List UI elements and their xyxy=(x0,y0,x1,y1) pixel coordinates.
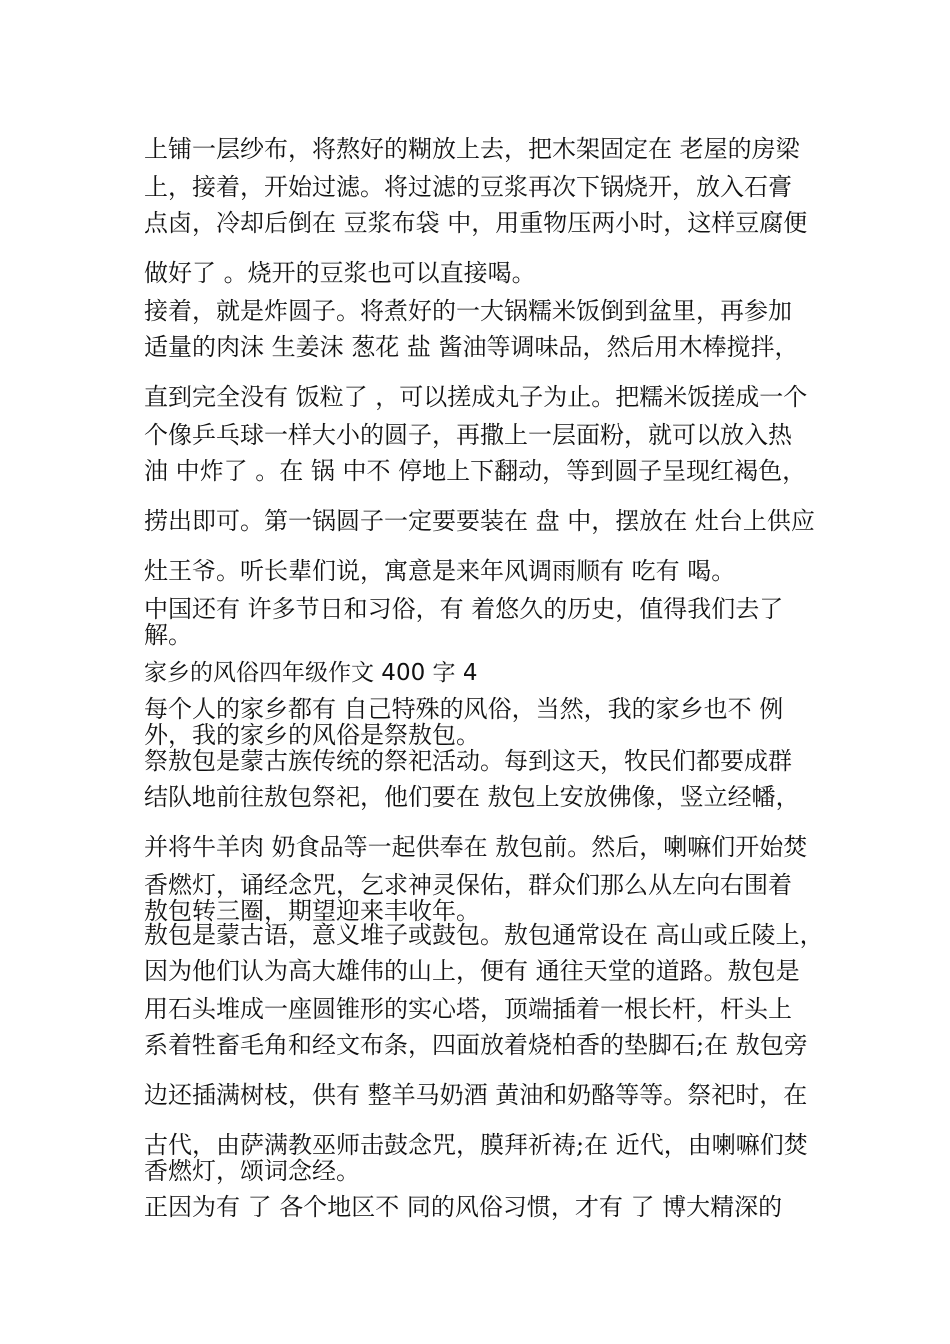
text-line: 接着，就是炸圆子。将煮好的一大锅糯米饭倒到盆里，再参加 xyxy=(144,297,792,325)
text-line: 中国还有 许多节日和习俗，有 着悠久的历史，值得我们去了 xyxy=(144,595,784,623)
text-line: 油 中炸了 。在 锅 中不 停地上下翻动，等到圆子呈现红褐色， xyxy=(144,457,807,485)
text-line: 适量的肉沫 生姜沫 葱花 盐 酱油等调味品，然后用木棒搅拌， xyxy=(144,333,799,361)
text-line: 并将牛羊肉 奶食品等一起供奉在 敖包前。然后，喇嘛们开始焚 xyxy=(144,833,808,861)
text-line: 因为他们认为高大雄伟的山上，便有 通往天堂的道路。敖包是 xyxy=(144,957,800,985)
text-line: 直到完全没有 饭粒了 ，可以搓成丸子为止。把糯米饭搓成一个 xyxy=(144,383,808,411)
text-line: 解。 xyxy=(144,621,192,649)
text-line: 做好了 。烧开的豆浆也可以直接喝。 xyxy=(144,259,536,287)
text-line: 每个人的家乡都有 自己特殊的风俗，当然，我的家乡也不 例 xyxy=(144,695,784,723)
text-line: 正因为有 了 各个地区不 同的风俗习惯，才有 了 博大精深的 xyxy=(144,1193,783,1221)
text-line: 上铺一层纱布，将熬好的糊放上去，把木架固定在 老屋的房梁 xyxy=(144,135,800,163)
text-line: 祭敖包是蒙古族传统的祭祀活动。每到这天，牧民们都要成群 xyxy=(144,747,792,775)
text-line: 灶王爷。听长辈们说，寓意是来年风调雨顺有 吃有 喝。 xyxy=(144,557,736,585)
text-line: 个像乒乓球一样大小的圆子，再撒上一层面粉，就可以放入热 xyxy=(144,421,792,449)
text-line: 系着牲畜毛角和经文布条，四面放着烧柏香的垫脚石;在 敖包旁 xyxy=(144,1031,808,1059)
section-heading: 家乡的风俗四年级作文 400 字 4 xyxy=(144,660,478,686)
text-line: 敖包是蒙古语，意义堆子或鼓包。敖包通常设在 高山或丘陵上， xyxy=(144,921,824,949)
text-line: 用石头堆成一座圆锥形的实心塔，顶端插着一根长杆，杆头上 xyxy=(144,995,792,1023)
text-line: 古代，由萨满教巫师击鼓念咒，膜拜祈祷;在 近代，由喇嘛们焚 xyxy=(144,1131,808,1159)
text-line: 点卤，冷却后倒在 豆浆布袋 中，用重物压两小时，这样豆腐便 xyxy=(144,209,808,237)
text-line: 香燃灯，诵经念咒，乞求神灵保佑，群众们那么从左向右围着 xyxy=(144,871,792,899)
text-line: 捞出即可。第一锅圆子一定要要装在 盘 中，摆放在 灶台上供应 xyxy=(144,507,815,535)
text-line: 香燃灯，颂词念经。 xyxy=(144,1157,360,1185)
text-line: 结队地前往敖包祭祀，他们要在 敖包上安放佛像，竖立经幡， xyxy=(144,783,800,811)
text-line: 边还插满树枝，供有 整羊马奶酒 黄油和奶酪等等。祭祀时，在 xyxy=(144,1081,808,1109)
text-line: 敖包转三圈，期望迎来丰收年。 xyxy=(144,897,480,925)
text-line: 上，接着，开始过滤。将过滤的豆浆再次下锅烧开，放入石膏 xyxy=(144,173,792,201)
text-line: 外，我的家乡的风俗是祭敖包。 xyxy=(144,721,480,749)
